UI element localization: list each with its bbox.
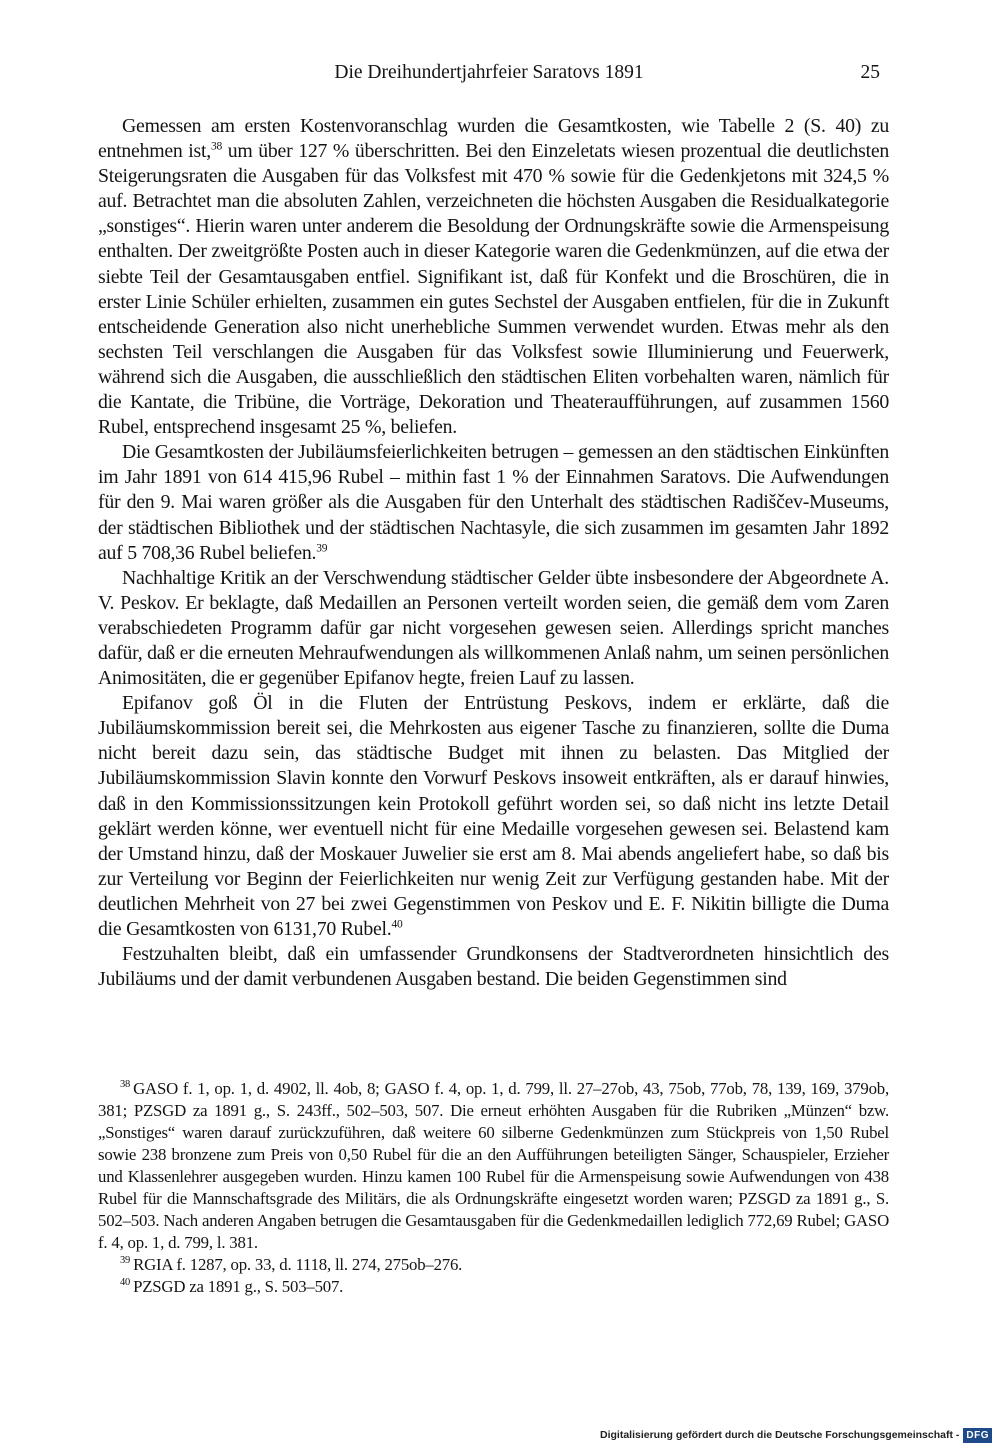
funding-banner bbox=[600, 1425, 992, 1445]
paragraph bbox=[98, 440, 889, 565]
funding-text: Digitalisierung gefördert durch die Deutsche Forschungsgemeinschaft - bbox=[600, 1429, 960, 1441]
footnote-number: 40 bbox=[120, 1277, 131, 1289]
footnote-reference: 38 bbox=[210, 140, 222, 153]
page-number: 25 bbox=[860, 62, 880, 83]
paragraph bbox=[98, 691, 889, 942]
running-title: Die Dreihundertjahrfeier Saratovs 1891 bbox=[334, 62, 644, 83]
body-text bbox=[98, 114, 889, 992]
footnotes bbox=[98, 1078, 889, 1298]
paragraph bbox=[98, 114, 889, 440]
footnote-number: 38 bbox=[120, 1079, 131, 1091]
footnote bbox=[98, 1276, 889, 1298]
footnote-reference: 39 bbox=[316, 542, 328, 554]
paragraph-text: um über 127 % überschritten. Bei den Einzeletats wiesen prozentual die deutlichsten Steigerungsraten die Ausgaben für das Volksfest mit 470 % sowie für die Gedenkjetons mit 324,5 % auf. Betrachtet man die absoluten Zahlen, verzeichneten die höchsten Ausgaben die Residualkategorie „sonstiges“. Hierin waren unter anderem die Besoldung der Ordnungskräfte sowie die Armenspeisung enthalten. Der zweitgrößte Posten auch in dieser Kategorie waren die Gedenkmünzen, auf die etwa der siebte Teil der Gesamtausgaben entfiel. Signifikant ist, daß für Konfekt und die Broschüren, die in erster Linie Schüler erhielten, zusammen ein gutes Sechstel der Ausgaben entfielen, für die in Zukunft entscheidende Generation also nicht unerhebliche Summen verwendet wurden. Etwas mehr als den sechsten Teil verschlangen die Ausgaben für das Volksfest sowie Illuminierung und Feuerwerk, während sich die Ausgaben, die ausschließlich den städtischen Eliten vorbehalten waren, nämlich für die Kantate, die Tribüne, die Vorträge, Dekoration und Theateraufführungen, auf zusammen 1560 Rubel, entsprechend insgesamt 25 %, beliefen. bbox=[98, 140, 889, 439]
paragraph-text: Festzuhalten bleibt, daß ein umfassender Grundkonsens der Stadtverordneten hinsichtlich des Jubiläums und der damit verbundenen Ausgaben bestand. Die beiden Gegenstimmen sind bbox=[98, 943, 889, 991]
running-header bbox=[98, 62, 880, 90]
paragraph-text: Die Gesamtkosten der Jubiläumsfeierlichkeiten betrugen – gemessen an den städtischen Einkünften im Jahr 1891 von 614 415,96 Rubel – mithin fast 1 % der Einnahmen Saratovs. Die Aufwendungen für den 9. Mai waren größer als die Ausgaben für den Unterhalt des städtischen Radiščev-Museums, der städtischen Bibliothek und der städtischen Nachtasyle, die sich zusammen im gesamten Jahr 1892 auf 5 708,36 Rubel beliefen. bbox=[98, 441, 889, 564]
footnote-text: PZSGD za 1891 g., S. 503–507. bbox=[133, 1277, 344, 1296]
paragraph bbox=[98, 566, 889, 691]
dfg-logo: DFG bbox=[963, 1428, 992, 1443]
paragraph-text: Nachhaltige Kritik an der Verschwendung städtischer Gelder übte insbesondere der Abgeordnete A. V. Peskov. Er beklagte, daß Medaillen an Personen verteilt worden seien, die gemäß dem vom Zaren verabschiedeten Programm dafür gar nicht vorgesehen gewesen seien. Allerdings spricht manches dafür, daß er die erneuten Mehraufwendungen als willkommenen Anlaß nahm, um seinen persönlichen Animositäten, die er gegenüber Epifanov hegte, freien Lauf zu lassen. bbox=[98, 566, 889, 690]
paragraph bbox=[98, 942, 889, 992]
paragraph-text: Gemessen am ersten Kostenvoranschlag wurden die Gesamtkosten, wie Tabelle 2 (S. 40) zu entnehmen ist, bbox=[98, 115, 889, 163]
footnote-text: GASO f. 1, op. 1, d. 4902, ll. 4ob, 8; GASO f. 4, op. 1, d. 799, ll. 27–27ob, 43, 75ob, 77ob, 78, 139, 169, 379ob, 381; PZSGD za 1891 g., S. 243ff., 502–503, 507. Die erneut erhöhten Ausgaben für die Rubriken „Münzen“ bzw. „Sonstiges“ waren darauf zurückzuführen, daß weitere 60 silberne Gedenkmünzen zum Stückpreis von 1,50 Rubel sowie 238 bronzene zum Preis von 0,50 Rubel für die an den Aufführungen beteiligten Sänger, Schauspieler, Erzieher und Klassenlehrer ausgegeben wurden. Hinzu kamen 100 Rubel für die Armenspeisung sowie Aufwendungen von 438 Rubel für die Mannschaftsgrade des Militärs, die als Ordnungskräfte eingesetzt worden waren; PZSGD za 1891 g., S. 502–503. Nach anderen Angaben betrugen die Gesamtausgaben für die Gedenkmedaillen lediglich 772,69 Rubel; GASO f. 4, op. 1, d. 799, l. 381. bbox=[98, 1079, 889, 1252]
footnote bbox=[98, 1254, 889, 1276]
footnote-number: 39 bbox=[120, 1255, 131, 1267]
footnote-reference: 40 bbox=[391, 918, 403, 931]
footnote-text: RGIA f. 1287, op. 33, d. 1118, ll. 274, 275ob–276. bbox=[133, 1255, 463, 1274]
footnote bbox=[98, 1078, 889, 1254]
paragraph-text: Epifanov goß Öl in die Fluten der Entrüstung Peskovs, indem er erklärte, daß die Jubiläumskommission bereit sei, die Mehrkosten aus eigener Tasche zu finanzieren, sollte die Duma nicht bereit dazu sein, das städtische Budget mit ihnen zu belasten. Das Mitglied der Jubiläumskommission Slavin konnte den Vorwurf Peskovs insoweit entkräften, als er darauf hinwies, daß in den Kommissionssitzungen kein Protokoll geführt worden sei, so daß nicht ins letzte Detail geklärt werden könne, wer eventuell nicht für eine Medaille vorgesehen gewesen sei. Belastend kam der Umstand hinzu, daß der Moskauer Juwelier sie erst am 8. Mai abends angeliefert habe, so daß bis zur Verteilung vor Beginn der Feierlichkeiten nur wenig Zeit zur Verfügung gestanden habe. Mit der deutlichen Mehrheit von 27 bei zwei Gegenstimmen von Peskov und E. F. Nikitin billigte die Duma die Gesamtkosten von 6131,70 Rubel. bbox=[98, 692, 889, 940]
